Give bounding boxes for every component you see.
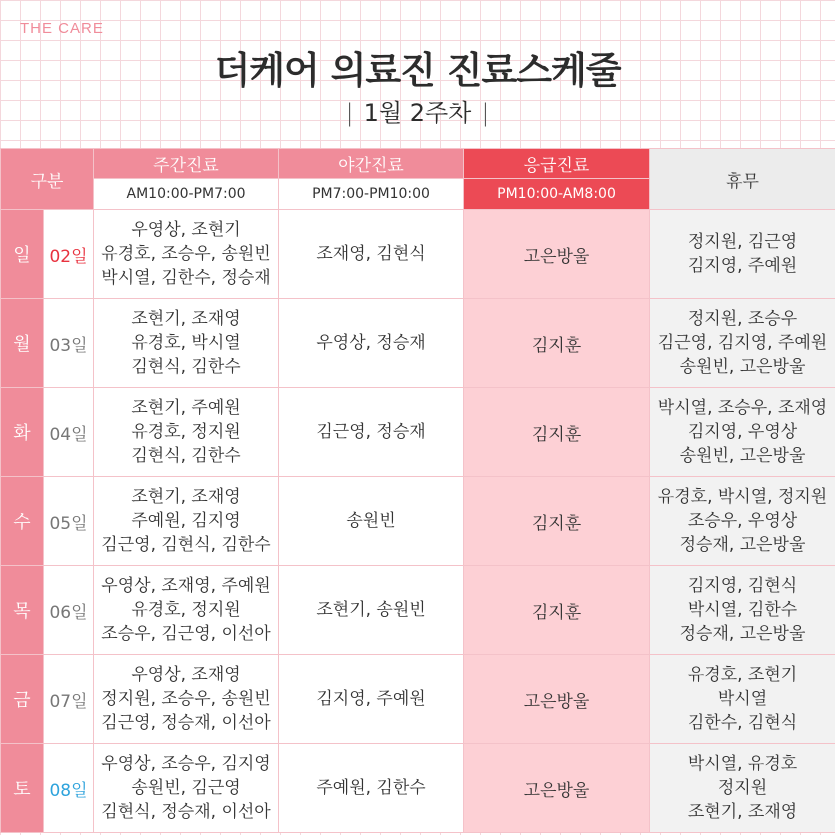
day-line: 박시열, 김한수, 정승재 — [101, 268, 271, 288]
emergency-shift-cell: 고은방울 — [464, 655, 650, 744]
off-duty-cell — [650, 299, 835, 388]
day-line: 우영상, 조재영 — [131, 665, 241, 685]
header-day: 주간진료 — [94, 149, 279, 179]
page-title: 더케어 의료진 진료스케줄 — [214, 49, 621, 92]
header-night: 야간진료 — [279, 149, 464, 179]
day-line: 조현기, 조재영 — [131, 309, 241, 329]
day-shift-cell — [94, 388, 279, 477]
weekday-cell: 수 — [1, 477, 44, 566]
off-line: 유경호, 박시열, 정지원 — [657, 487, 828, 507]
weekday-cell: 금 — [1, 655, 44, 744]
off-line: 정승재, 고은방울 — [679, 535, 806, 555]
header-night-hours: PM7:00-PM10:00 — [279, 179, 464, 210]
emergency-shift-cell: 김지훈 — [464, 299, 650, 388]
header-emergency-hours: PM10:00-AM8:00 — [464, 179, 650, 210]
off-line: 정지원, 김근영 — [687, 232, 798, 252]
off-line: 박시열, 김한수 — [687, 600, 798, 620]
day-line: 주예원, 김지영 — [131, 511, 241, 531]
table-row — [1, 388, 835, 477]
night-shift-cell: 송원빈 — [279, 477, 464, 566]
day-line: 김현식, 김한수 — [131, 357, 241, 377]
page-subtitle — [0, 93, 835, 128]
off-duty-cell — [650, 477, 835, 566]
day-line: 김근영, 정승재, 이선아 — [101, 713, 271, 733]
table-row — [1, 477, 835, 566]
day-line: 우영상, 조현기 — [131, 220, 241, 240]
night-shift-cell: 김근영, 정승재 — [279, 388, 464, 477]
off-line: 박시열 — [717, 689, 768, 709]
off-line: 조승우, 우영상 — [687, 511, 798, 531]
header-gubun: 구분 — [1, 149, 94, 210]
off-line: 김지영, 김현식 — [687, 576, 798, 596]
off-line: 송원빈, 고은방울 — [679, 446, 806, 466]
date-cell: 07일 — [44, 655, 94, 744]
emergency-shift-cell: 고은방울 — [464, 744, 650, 833]
night-shift-cell: 조재영, 김현식 — [279, 210, 464, 299]
day-line: 조승우, 김근영, 이선아 — [101, 624, 271, 644]
divider: | — [481, 99, 490, 127]
off-line: 김지영, 우영상 — [687, 422, 798, 442]
day-shift-cell — [94, 744, 279, 833]
table-row — [1, 210, 835, 299]
weekday-cell: 일 — [1, 210, 44, 299]
header-day-hours: AM10:00-PM7:00 — [94, 179, 279, 210]
table-row — [1, 299, 835, 388]
off-line: 정승재, 고은방울 — [679, 624, 806, 644]
day-line: 김근영, 김현식, 김한수 — [101, 535, 271, 555]
day-shift-cell — [94, 655, 279, 744]
brand-logo: THE CARE — [20, 20, 104, 37]
weekday-cell: 토 — [1, 744, 44, 833]
day-line: 김현식, 김한수 — [131, 446, 241, 466]
table-row — [1, 655, 835, 744]
off-line: 유경호, 조현기 — [687, 665, 798, 685]
off-line: 김한수, 김현식 — [687, 713, 798, 733]
off-duty-cell — [650, 655, 835, 744]
night-shift-cell: 우영상, 정승재 — [279, 299, 464, 388]
divider: | — [345, 99, 354, 127]
emergency-shift-cell: 김지훈 — [464, 566, 650, 655]
day-shift-cell — [94, 210, 279, 299]
day-line: 유경호, 정지원 — [131, 422, 241, 442]
day-line: 조현기, 조재영 — [131, 487, 241, 507]
night-shift-cell: 조현기, 송원빈 — [279, 566, 464, 655]
off-line: 정지원, 조승우 — [687, 309, 798, 329]
off-duty-cell — [650, 210, 835, 299]
day-shift-cell — [94, 299, 279, 388]
date-cell: 08일 — [44, 744, 94, 833]
off-line: 김근영, 김지영, 주예원 — [657, 333, 828, 353]
night-shift-cell: 김지영, 주예원 — [279, 655, 464, 744]
day-line: 조현기, 주예원 — [131, 398, 241, 418]
weekday-cell: 목 — [1, 566, 44, 655]
off-line: 박시열, 조승우, 조재영 — [657, 398, 828, 418]
table-row — [1, 566, 835, 655]
off-line: 조현기, 조재영 — [687, 802, 798, 822]
day-line: 송원빈, 김근영 — [131, 778, 241, 798]
off-line: 김지영, 주예원 — [687, 256, 798, 276]
day-line: 김현식, 정승재, 이선아 — [101, 802, 271, 822]
header-off: 휴무 — [650, 149, 835, 210]
date-cell: 03일 — [44, 299, 94, 388]
header-emergency: 응급진료 — [464, 149, 650, 179]
date-cell: 05일 — [44, 477, 94, 566]
emergency-shift-cell: 김지훈 — [464, 388, 650, 477]
emergency-shift-cell: 고은방울 — [464, 210, 650, 299]
day-shift-cell — [94, 566, 279, 655]
date-cell: 04일 — [44, 388, 94, 477]
header-row — [1, 149, 835, 179]
off-duty-cell — [650, 744, 835, 833]
off-line: 박시열, 유경호 — [687, 754, 798, 774]
day-line: 정지원, 조승우, 송원빈 — [101, 689, 271, 709]
off-duty-cell — [650, 388, 835, 477]
day-line: 우영상, 조승우, 김지영 — [101, 754, 271, 774]
day-line: 우영상, 조재영, 주예원 — [101, 576, 271, 596]
weekday-cell: 월 — [1, 299, 44, 388]
weekday-cell: 화 — [1, 388, 44, 477]
off-duty-cell — [650, 566, 835, 655]
emergency-shift-cell: 김지훈 — [464, 477, 650, 566]
week-label: 1월 2주차 — [363, 99, 472, 127]
off-line: 송원빈, 고은방울 — [679, 357, 806, 377]
date-cell: 02일 — [44, 210, 94, 299]
day-line: 유경호, 조승우, 송원빈 — [101, 244, 271, 264]
day-line: 유경호, 박시열 — [131, 333, 241, 353]
off-line: 정지원 — [717, 778, 768, 798]
day-line: 유경호, 정지원 — [131, 600, 241, 620]
day-shift-cell — [94, 477, 279, 566]
table-row — [1, 744, 835, 833]
date-cell: 06일 — [44, 566, 94, 655]
night-shift-cell: 주예원, 김한수 — [279, 744, 464, 833]
schedule-table — [0, 148, 835, 833]
